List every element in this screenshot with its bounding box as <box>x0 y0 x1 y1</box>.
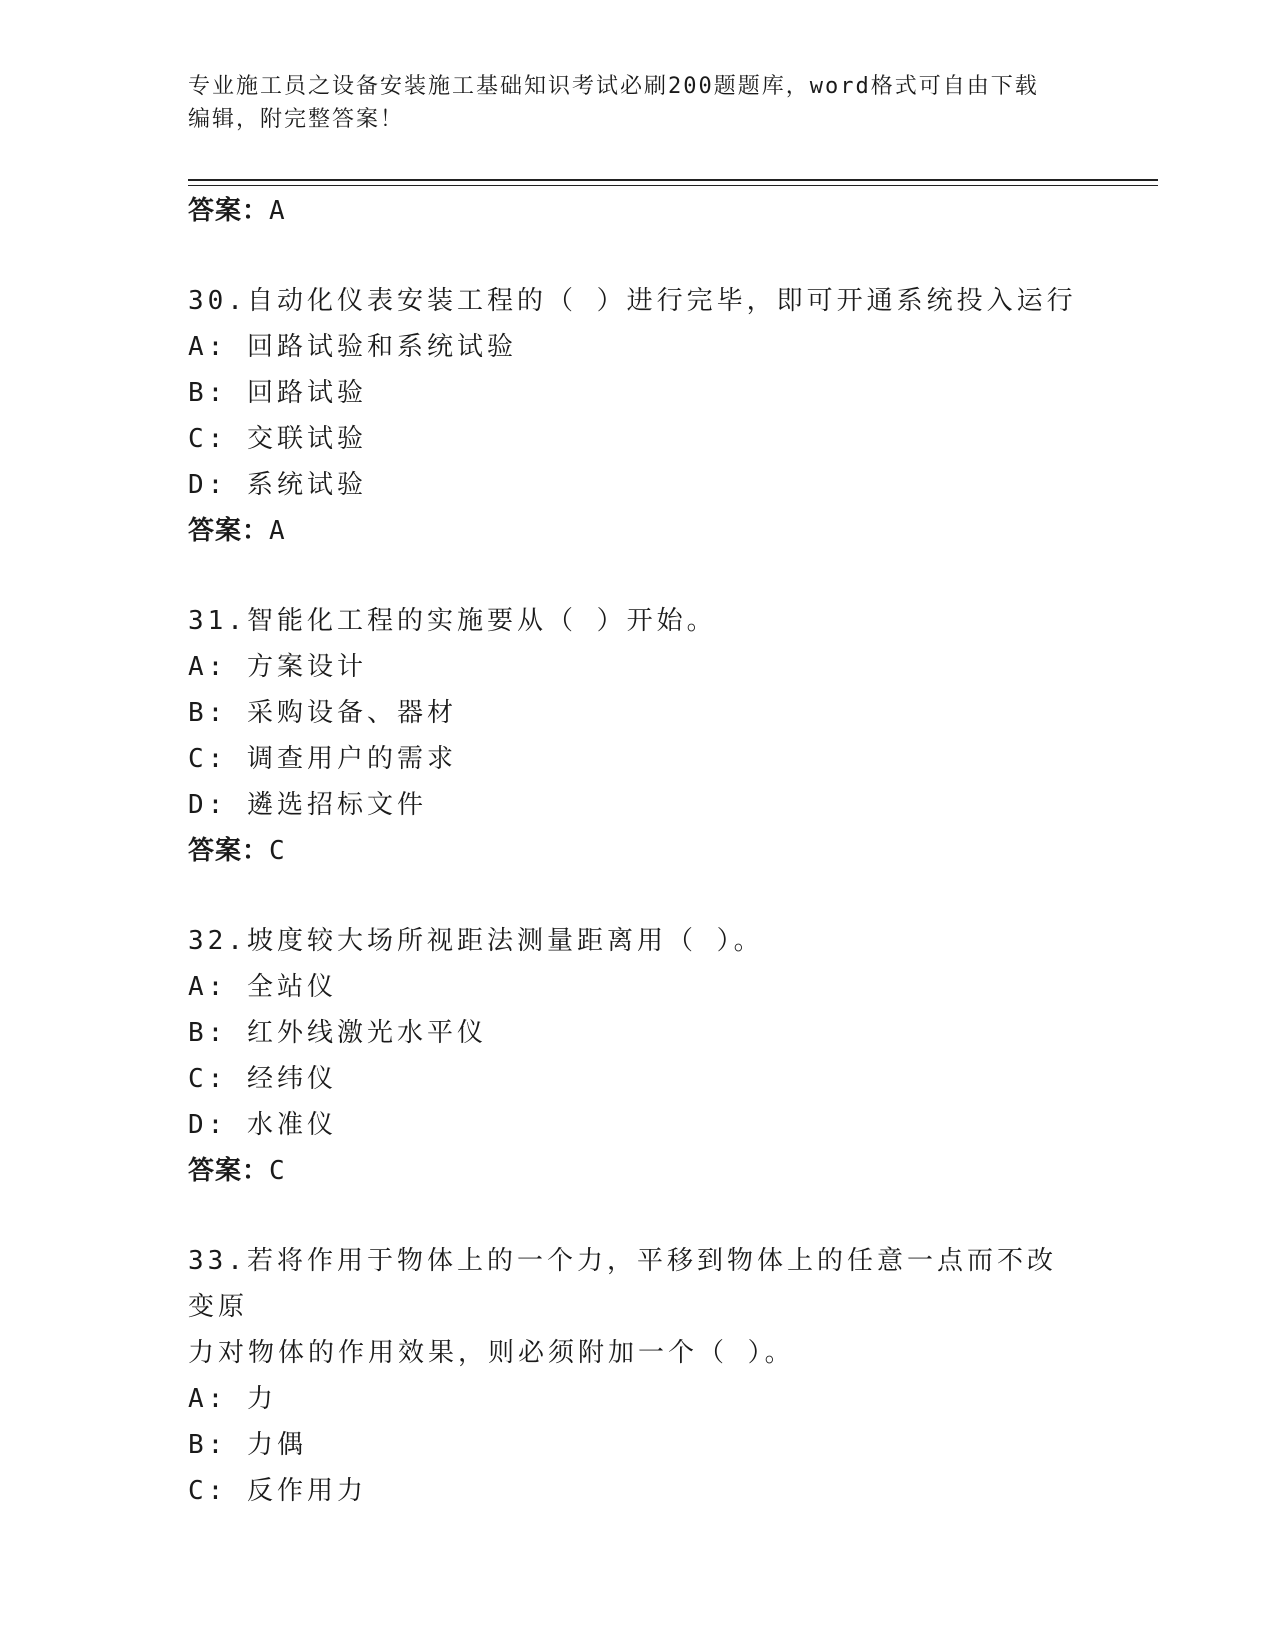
option-label: A: <box>188 1384 228 1414</box>
option-c <box>188 416 1088 462</box>
option-text: 经纬仪 <box>246 1064 337 1094</box>
option-label: A: <box>188 332 228 362</box>
option-label: D: <box>188 470 228 500</box>
option-text: 回路试验和系统试验 <box>246 332 517 362</box>
option-label: A: <box>188 972 228 1002</box>
question-number: 32. <box>188 926 247 956</box>
header-divider-thick <box>188 179 1158 181</box>
option-a <box>188 644 1088 690</box>
question-number: 33. <box>188 1246 247 1276</box>
option-text: 全站仪 <box>246 972 337 1002</box>
option-text: 调查用户的需求 <box>246 744 457 774</box>
spacer <box>188 234 1088 278</box>
question-text: 若将作用于物体上的一个力，平移到物体上的任意一点而不改变原 <box>188 1246 1057 1322</box>
option-b <box>188 1422 1088 1468</box>
page-header <box>188 70 1088 136</box>
header-line-1: 专业施工员之设备安装施工基础知识考试必刷200题题库，word格式可自由下载 <box>188 74 1039 99</box>
question-text-line-2: 力对物体的作用效果，则必须附加一个（ ）。 <box>188 1338 795 1368</box>
spacer <box>188 1194 1088 1238</box>
option-text: 交联试验 <box>246 424 367 454</box>
option-label: C: <box>188 744 228 774</box>
answer-value: A <box>269 196 286 226</box>
question-33 <box>188 1238 1068 1376</box>
option-text: 力 <box>246 1384 277 1414</box>
option-d <box>188 782 1088 828</box>
question-31 <box>188 598 1088 644</box>
option-c <box>188 1056 1088 1102</box>
option-label: D: <box>188 790 228 820</box>
question-text: 智能化工程的实施要从（ ）开始。 <box>246 606 717 636</box>
option-label: B: <box>188 698 228 728</box>
answer-value: C <box>269 1156 286 1186</box>
question-text: 自动化仪表安装工程的（ ）进行完毕，即可开通系统投入运行 <box>246 286 1077 316</box>
question-number: 31. <box>188 606 247 636</box>
answer-line <box>188 1148 1088 1194</box>
question-32 <box>188 918 1088 964</box>
answer-label: 答案： <box>188 516 270 546</box>
question-number: 30. <box>188 286 247 316</box>
option-d <box>188 462 1088 508</box>
option-b <box>188 370 1088 416</box>
answer-label: 答案： <box>188 1156 270 1186</box>
question-content <box>188 188 1088 1514</box>
option-c <box>188 736 1088 782</box>
answer-value: A <box>269 516 286 546</box>
question-text: 坡度较大场所视距法测量距离用（ ）。 <box>246 926 764 956</box>
option-label: C: <box>188 1476 228 1506</box>
option-label: B: <box>188 378 228 408</box>
header-divider-thin <box>188 185 1158 186</box>
header-line-2: 编辑，附完整答案！ <box>188 107 405 132</box>
option-text: 反作用力 <box>246 1476 367 1506</box>
option-a <box>188 964 1088 1010</box>
question-30 <box>188 278 1088 324</box>
option-label: B: <box>188 1018 228 1048</box>
option-text: 方案设计 <box>246 652 367 682</box>
option-label: C: <box>188 1064 228 1094</box>
answer-label: 答案： <box>188 836 270 866</box>
answer-line <box>188 188 1088 234</box>
option-label: B: <box>188 1430 228 1460</box>
option-text: 力偶 <box>246 1430 307 1460</box>
option-label: D: <box>188 1110 228 1140</box>
option-text: 回路试验 <box>246 378 367 408</box>
option-label: A: <box>188 652 228 682</box>
option-b <box>188 690 1088 736</box>
answer-line <box>188 508 1088 554</box>
answer-label: 答案： <box>188 196 270 226</box>
option-text: 红外线激光水平仪 <box>246 1018 487 1048</box>
option-text: 系统试验 <box>246 470 367 500</box>
option-text: 遴选招标文件 <box>246 790 427 820</box>
question-text-line-1 <box>188 1238 1068 1330</box>
option-d <box>188 1102 1088 1148</box>
answer-value: C <box>269 836 286 866</box>
option-b <box>188 1010 1088 1056</box>
option-c <box>188 1468 1088 1514</box>
answer-line <box>188 828 1088 874</box>
option-text: 采购设备、器材 <box>246 698 457 728</box>
spacer <box>188 874 1088 918</box>
option-text: 水准仪 <box>246 1110 337 1140</box>
option-a <box>188 1376 1088 1422</box>
spacer <box>188 554 1088 598</box>
option-label: C: <box>188 424 228 454</box>
option-a <box>188 324 1088 370</box>
